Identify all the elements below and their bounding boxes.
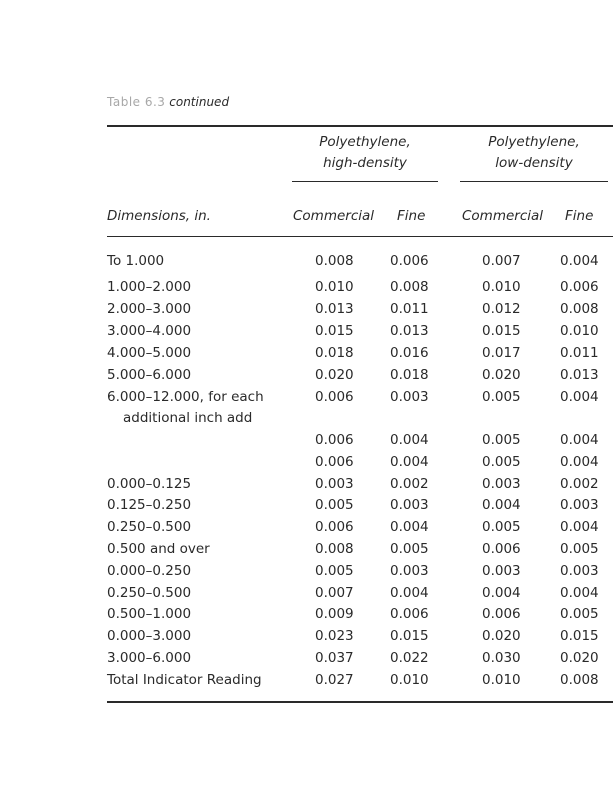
ld-fine-value: 0.008 <box>560 672 599 688</box>
ld-commercial-value: 0.012 <box>482 301 521 317</box>
hd-commercial-value: 0.023 <box>315 628 354 644</box>
ld-fine-value: 0.004 <box>560 454 599 470</box>
ld-fine-value: 0.011 <box>560 345 599 361</box>
hd-fine-value: 0.003 <box>390 389 429 405</box>
row-dimension: 2.000–3.000 <box>107 301 192 317</box>
row-dimension: 0.000–3.000 <box>107 628 192 644</box>
row-dimension: Total Indicator Reading <box>107 672 262 688</box>
hd-fine-value: 0.013 <box>390 323 429 339</box>
hd-commercial-value: 0.006 <box>315 454 354 470</box>
ld-fine-value: 0.005 <box>560 606 599 622</box>
ld-fine-value: 0.015 <box>560 628 599 644</box>
row-dimension: 0.250–0.500 <box>107 585 192 601</box>
hd-fine-value: 0.015 <box>390 628 429 644</box>
ld-commercial-value: 0.010 <box>482 672 521 688</box>
ld-commercial-value: 0.005 <box>482 432 521 448</box>
hd-fine-value: 0.022 <box>390 650 429 666</box>
group-hd-rule <box>292 181 438 182</box>
row-dimension: 0.500–1.000 <box>107 606 192 622</box>
ld-commercial-value: 0.005 <box>482 519 521 535</box>
ld-fine-value: 0.004 <box>560 389 599 405</box>
row-dimension: 0.000–0.125 <box>107 476 192 492</box>
hd-commercial-value: 0.006 <box>315 519 354 535</box>
ld-fine-value: 0.008 <box>560 301 599 317</box>
group-hd-line1: Polyethylene, <box>319 134 411 150</box>
group-header-hd <box>292 132 438 174</box>
hd-commercial-value: 0.010 <box>315 279 354 295</box>
hd-commercial-value: 0.008 <box>315 541 354 557</box>
hd-fine-value: 0.003 <box>390 497 429 513</box>
hd-fine-value: 0.011 <box>390 301 429 317</box>
row-dimension: 5.000–6.000 <box>107 367 192 383</box>
ld-fine-value: 0.005 <box>560 541 599 557</box>
ld-commercial-value: 0.006 <box>482 606 521 622</box>
column-header-ld-fine: Fine <box>565 208 594 224</box>
ld-fine-value: 0.020 <box>560 650 599 666</box>
hd-fine-value: 0.018 <box>390 367 429 383</box>
table-caption <box>107 95 229 109</box>
column-header-hd-fine: Fine <box>397 208 426 224</box>
hd-commercial-value: 0.003 <box>315 476 354 492</box>
ld-commercial-value: 0.005 <box>482 389 521 405</box>
row-dimension: 0.500 and over <box>107 541 210 557</box>
hd-commercial-value: 0.015 <box>315 323 354 339</box>
row-dimension: 0.000–0.250 <box>107 563 192 579</box>
group-ld-rule <box>460 181 608 182</box>
ld-commercial-value: 0.003 <box>482 476 521 492</box>
ld-fine-value: 0.003 <box>560 497 599 513</box>
row-dimension: 4.000–5.000 <box>107 345 192 361</box>
header-rule <box>107 236 613 237</box>
ld-commercial-value: 0.017 <box>482 345 521 361</box>
hd-commercial-value: 0.020 <box>315 367 354 383</box>
row-dimension-continuation: additional inch add <box>123 410 253 426</box>
row-dimension: 0.250–0.500 <box>107 519 192 535</box>
hd-fine-value: 0.006 <box>390 253 429 269</box>
ld-fine-value: 0.006 <box>560 279 599 295</box>
hd-commercial-value: 0.008 <box>315 253 354 269</box>
row-dimension: 1.000–2.000 <box>107 279 192 295</box>
hd-fine-value: 0.008 <box>390 279 429 295</box>
ld-fine-value: 0.010 <box>560 323 599 339</box>
ld-fine-value: 0.004 <box>560 585 599 601</box>
ld-commercial-value: 0.004 <box>482 497 521 513</box>
hd-fine-value: 0.016 <box>390 345 429 361</box>
ld-commercial-value: 0.020 <box>482 628 521 644</box>
hd-fine-value: 0.004 <box>390 454 429 470</box>
table-bottom-rule <box>107 701 613 703</box>
hd-commercial-value: 0.037 <box>315 650 354 666</box>
ld-commercial-value: 0.030 <box>482 650 521 666</box>
ld-fine-value: 0.002 <box>560 476 599 492</box>
hd-fine-value: 0.006 <box>390 606 429 622</box>
hd-fine-value: 0.004 <box>390 519 429 535</box>
hd-commercial-value: 0.009 <box>315 606 354 622</box>
hd-commercial-value: 0.018 <box>315 345 354 361</box>
group-header-ld <box>460 132 608 174</box>
group-ld-line2: low-density <box>495 155 573 171</box>
hd-fine-value: 0.004 <box>390 432 429 448</box>
ld-fine-value: 0.004 <box>560 519 599 535</box>
hd-commercial-value: 0.027 <box>315 672 354 688</box>
hd-commercial-value: 0.006 <box>315 389 354 405</box>
row-dimension: To 1.000 <box>107 253 165 269</box>
ld-fine-value: 0.004 <box>560 432 599 448</box>
row-dimension: 3.000–6.000 <box>107 650 192 666</box>
hd-fine-value: 0.004 <box>390 585 429 601</box>
column-header-hd-commercial: Commercial <box>293 208 375 224</box>
ld-commercial-value: 0.003 <box>482 563 521 579</box>
row-dimension: 0.125–0.250 <box>107 497 192 513</box>
hd-commercial-value: 0.005 <box>315 563 354 579</box>
ld-commercial-value: 0.015 <box>482 323 521 339</box>
hd-fine-value: 0.010 <box>390 672 429 688</box>
row-dimension: 3.000–4.000 <box>107 323 192 339</box>
hd-fine-value: 0.003 <box>390 563 429 579</box>
ld-fine-value: 0.004 <box>560 253 599 269</box>
hd-commercial-value: 0.007 <box>315 585 354 601</box>
hd-fine-value: 0.005 <box>390 541 429 557</box>
ld-fine-value: 0.003 <box>560 563 599 579</box>
group-ld-line1: Polyethylene, <box>488 134 580 150</box>
hd-commercial-value: 0.005 <box>315 497 354 513</box>
table-top-rule <box>107 125 613 127</box>
ld-commercial-value: 0.010 <box>482 279 521 295</box>
ld-commercial-value: 0.007 <box>482 253 521 269</box>
ld-fine-value: 0.013 <box>560 367 599 383</box>
hd-commercial-value: 0.013 <box>315 301 354 317</box>
table-label: Table 6.3 <box>107 95 166 109</box>
hd-commercial-value: 0.006 <box>315 432 354 448</box>
ld-commercial-value: 0.004 <box>482 585 521 601</box>
ld-commercial-value: 0.005 <box>482 454 521 470</box>
row-dimension: 6.000–12.000, for each <box>107 389 264 405</box>
group-hd-line2: high-density <box>323 155 407 171</box>
table-continued-label: continued <box>169 95 230 109</box>
ld-commercial-value: 0.020 <box>482 367 521 383</box>
ld-commercial-value: 0.006 <box>482 541 521 557</box>
column-header-ld-commercial: Commercial <box>462 208 544 224</box>
hd-fine-value: 0.002 <box>390 476 429 492</box>
column-header-dimensions: Dimensions, in. <box>107 208 211 224</box>
